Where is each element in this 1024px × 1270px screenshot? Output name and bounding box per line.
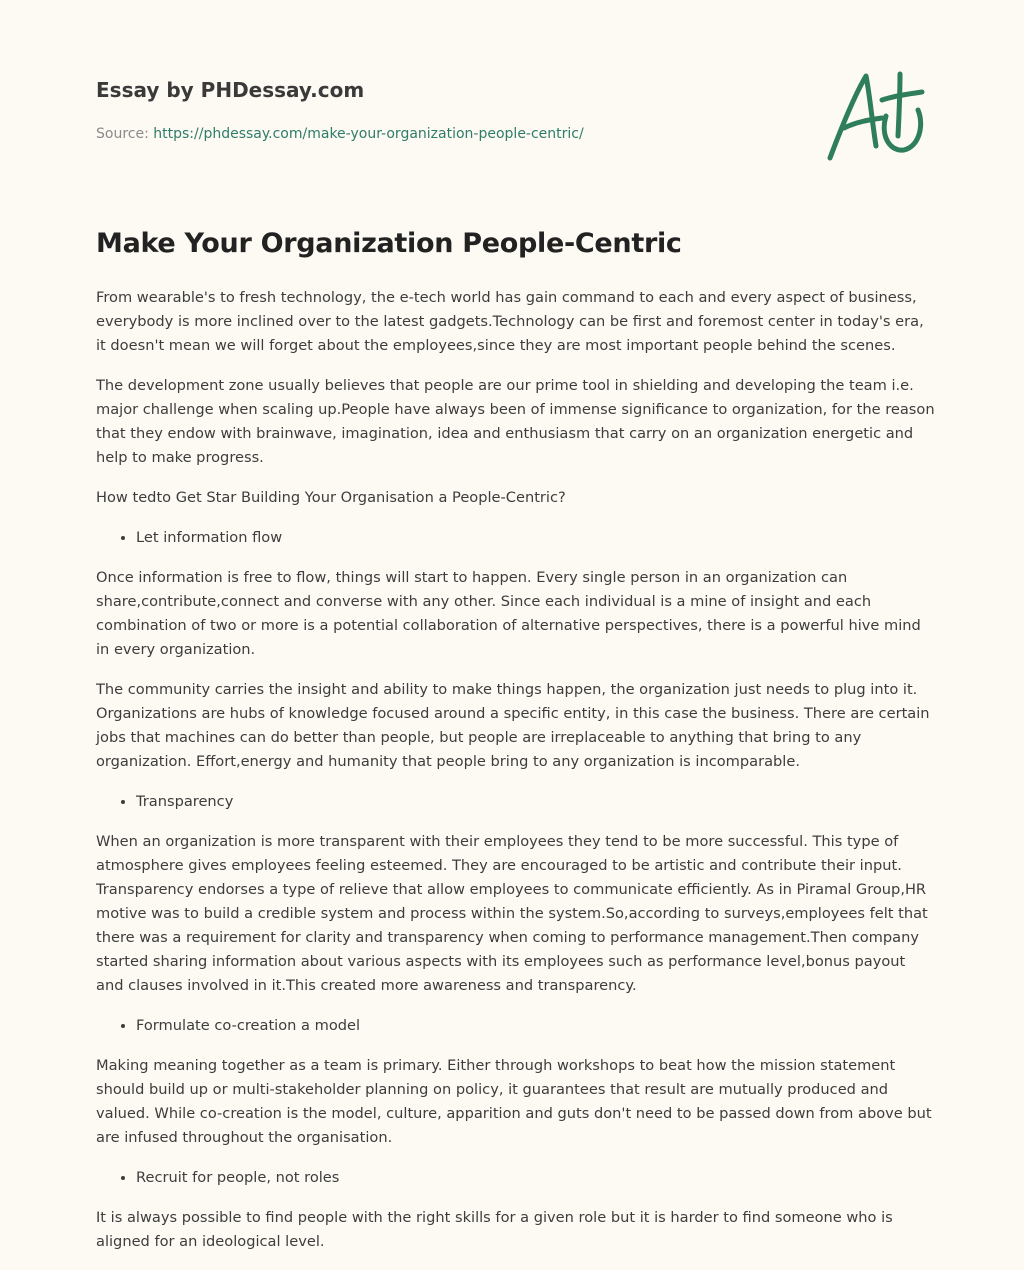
bullet-item: • Let information flow bbox=[136, 526, 936, 550]
source-line bbox=[96, 124, 796, 144]
bullet-list bbox=[96, 1166, 936, 1190]
paragraph: It is always possible to find people with the right skills for a given role but it is harder to find someone who is aligned for an ideological level. bbox=[96, 1209, 893, 1250]
source-link[interactable]: https://phdessay.com/make-your-organization-people-centric/ bbox=[153, 126, 584, 142]
essay-title: Make Your Organization People-Centric bbox=[96, 228, 682, 259]
bullet-list bbox=[96, 790, 936, 814]
paragraph: Once information is free to flow, things will start to happen. Every single person in an organization can share,contribute,connect and converse with any other. Since each individual is a mine of insight and each combination of two or more is a potential collaboration of alternative perspectives, there is a powerful hive mind in every organization. bbox=[96, 569, 921, 658]
logo-a-stroke bbox=[830, 76, 876, 158]
document-header bbox=[96, 76, 796, 144]
essay-blocks bbox=[96, 286, 936, 1254]
paragraph: Making meaning together as a team is primary. Either through workshops to beat how the mission statement should build up or multi-stakeholder planning on policy, it guarantees that result are mutually produced and valued. While co-creation is the model, culture, apparition and guts don't need to be passed down from above but are infused throughout the organisation. bbox=[96, 1057, 932, 1146]
logo-plus-loop bbox=[884, 110, 920, 150]
bullet-item: • Transparency bbox=[136, 790, 936, 814]
bullet-list bbox=[96, 1014, 936, 1038]
bullet-list bbox=[96, 526, 936, 550]
essay-body bbox=[96, 226, 936, 1270]
paragraph: How tedto Get Star Building Your Organisation a People-Centric? bbox=[96, 489, 566, 506]
source-label: Source: bbox=[96, 126, 149, 142]
paragraph: From wearable's to fresh technology, the e-tech world has gain command to each and every aspect of business, everybody is more inclined over to the latest gadgets.Technology can be first and foremost center in today's era, it doesn't mean we will forget about the employees,since they are most important people behind the scenes. bbox=[96, 289, 924, 354]
brand-title: Essay by PHDessay.com bbox=[96, 78, 365, 102]
bullet-item: • Formulate co-creation a model bbox=[136, 1014, 936, 1038]
logo-plus-vertical bbox=[898, 74, 900, 136]
paragraph: The development zone usually believes that people are our prime tool in shielding and developing the team i.e. major challenge when scaling up.People have always been of immense significance to organization, for the reason that they endow with brainwave, imagination, idea and enthusiasm that carry on an organization energetic and help to make progress. bbox=[96, 377, 935, 466]
a-plus-logo-icon bbox=[820, 66, 930, 166]
bullet-item: • Recruit for people, not roles bbox=[136, 1166, 936, 1190]
logo-a-bar bbox=[844, 118, 882, 128]
paragraph: The community carries the insight and ability to make things happen, the organization just needs to plug into it. Organizations are hubs of knowledge focused around a specific entity, in this case the business. There are certain jobs that machines can do better than people, but people are irreplaceable to anything that bring to any organization. Effort,energy and humanity that people bring to any organization is incomparable. bbox=[96, 681, 930, 770]
paragraph: When an organization is more transparent with their employees they tend to be more successful. This type of atmosphere gives employees feeling esteemed. They are encouraged to be artistic and contribute their input. Transparency endorses a type of relieve that allow employees to communicate efficiently. As in Piramal Group,HR motive was to build a credible system and process within the system.So,according to surveys,employees felt that there was a requirement for clarity and transparency when coming to performance management.Then company started sharing information about various aspects with its employees such as performance level,bonus payout and clauses involved in it.This created more awareness and transparency. bbox=[96, 833, 928, 994]
